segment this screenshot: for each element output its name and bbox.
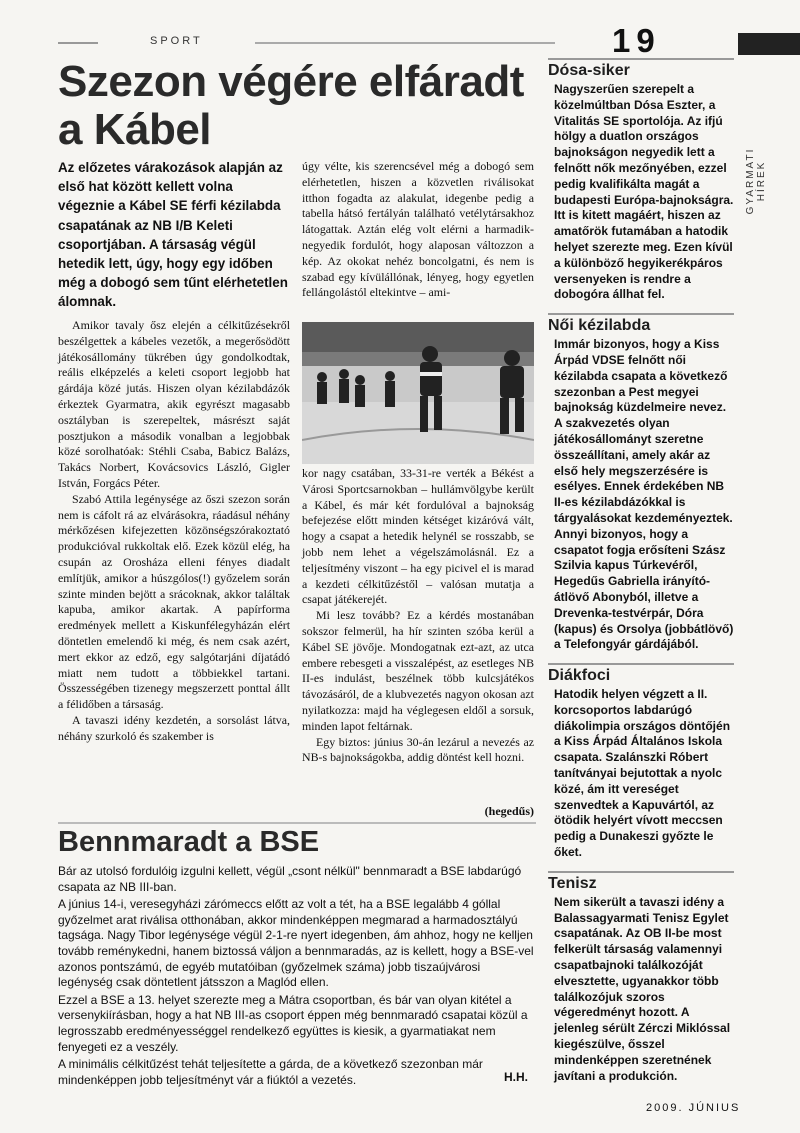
article-column-2-bottom	[302, 466, 534, 766]
sidebar-item-tenisz	[548, 871, 734, 1085]
header-rule-middle	[255, 42, 555, 44]
article-lead: Az előzetes várakozások alapján az első hat között kellett volna végeznie a Kábel SE férfi kézilabda csapatának az NB I/B Keleti csoportjában. A társaság végül hetedik lett, úgy, hogy egy időben még a dobogó sem tűnt elérhetetlen álomnak.	[58, 160, 288, 310]
article-column-1	[58, 318, 290, 745]
article-paragraph: Szabó Attila legénysége az őszi szezon során nem is cáfolt rá az elvárásokra, ráadásul néhány mérkőzésen kifejezetten közönségszórakoztató produkcióval rukkoltak elő. Ezek közül elég, ha csupán az Orosháza elleni fényes diadalt említjük, amikor a húszgólos(!) győzelem során szinte minden bejött a srácoknak, akkor találtak kapuba, amikor akartak. A papírforma eredmények mellett a Kiskunfélegyházán elért döntetlen emelendő ki még, és nem csak azért, mert ekkor az edző, egy salgótarjáni díjatádó miatt nem tudott a többiekkel tartani. Összességében tizenegy megszerzett ponttal állt a félidőben a társaság.	[58, 491, 290, 712]
bse-signature: H.H.	[504, 1070, 528, 1084]
sidebar-heading: Dósa-siker	[548, 58, 734, 80]
sidebar-heading: Tenisz	[548, 871, 734, 893]
bse-paragraph: Bár az utolsó fordulóig izgulni kellett, végül „csont nélkül" bennmaradt a BSE labdarúgó csapata az NB III-ban.	[58, 864, 522, 894]
article-paragraph: A tavaszi idény kezdetén, a sorsolást látva, néhány szurkoló és szakember is	[58, 712, 290, 743]
sidebar-item-dosa	[548, 58, 734, 303]
bse-paragraph: A minimális célkitűzést tehát teljesítette a gárda, de a következő szezonban már mindenképpen jobb teljesítményt vár a fiúktól a vezetés.	[58, 1057, 483, 1087]
article-paragraph: Mi lesz tovább? Ez a kérdés mostanában sokszor felmerül, ha hír szinten szóba kerül a Kábel SE jövője. Mondogatnak ezt-azt, az utca embere rebesgeti a visszalépést, az esetleges NB II-es indulást, beszélnek több kulcsjátékos távozásáról, de a klubvezetés nagyon okosan azt nyilatkozza: majd ha véglegesen eldől a sorsuk, minden lapot feltárnak.	[302, 608, 534, 733]
article-paragraph: úgy vélte, kis szerencsével még a dobogó sem elérhetetlen, hiszen a közvetlen riválisokat itthon fogadta az alakulat, idegenbe pedig a tabella hátsó fertályán található vetélytársakhoz látogattak. Aztán elég volt elérni a harmadik-negyedik fordulót, hogy alaposan változzon a kép. Az okokat nehéz boncolgatni, és nem is szabad egy kívülállónak, lényeg, hogy egyetlen fellángolástól eltekintve – ami-	[302, 159, 534, 300]
section-label: SPORT	[150, 35, 203, 47]
bse-paragraph: A június 14-i, veresegyházi zárómeccs előtt az volt a tét, ha a BSE legalább 4 góllal győzelmet arat riválisa otthonában, akkor mindenképpen megmarad a harmadosztályú tagsága. Nagy Tibor legénysége végül 2-1-re nyert idegenben, ám ahhoz, hogy ne kelljen tovább reménykedni, hanem biztossá váljon a bennmaradás, az is kellett, hogy a BSE-vel azonos pontszámú, de egyéb mutatóiban (győzelmek száma) jobb tiszaújvárosi legénység csak döntetlent játsszon a Maglód ellen.	[58, 897, 534, 990]
header-black-bar	[738, 33, 800, 55]
handball-match-photo	[302, 322, 534, 464]
issue-date: 2009. JÚNIUS	[646, 1102, 741, 1114]
header-rule-left	[58, 42, 98, 44]
page-number: 19	[612, 22, 661, 59]
section-divider	[58, 822, 536, 824]
sidebar-heading: Női kézilabda	[548, 313, 734, 335]
article-headline: Szezon végére elfáradt a Kábel	[58, 57, 524, 154]
article-column-2-top	[302, 159, 534, 301]
sidebar-heading: Diákfoci	[548, 663, 734, 685]
side-tab-label: GYARMATI HÍREK	[745, 147, 767, 215]
sidebar-text: Nem sikerült a tavaszi idény a Balassagyarmati Tenisz Egylet csapatának. Az OB II-be most felkerült társaság valamennyi csapatbajnoki találkozóját elvesztette, ugyanakkor több találkozójuk szoros végeredményt hozott. A jelenleg sérült Zérczi Miklóssal kiegészülve, ősszel mindenképpen szeretnének javítani a produkción.	[554, 894, 731, 1083]
sidebar-text: Nagyszerűen szerepelt a közelmúltban Dósa Eszter, a Vitalitás SE sportolója. Az ifjú hölgy a duatlon országos bajnokságon negyedik lett a felnőtt nők mezőnyében, ezzel pedig kvalifikálta magát a budapesti Európa-bajnokságra. Itt is kitett magáért, hiszen az amatőrök futamában a hatodik helyet szerezte meg. Ezen kívül a különböző hegyikerékpáros versenyeken is rendre a dobogóra állhat fel.	[554, 82, 734, 302]
sidebar-item-diakfoci	[548, 663, 734, 861]
sidebar-text: Hatodik helyen végzett a II. korcsoportos labdarúgó diákolimpia országos döntőjén a Kiss Árpád Általános Iskola csapata. Szalánszki Róbert tanítványai bejutottak a nyolc közé, ám itt vereséget szenvedtek a Kapuvártól, az ötödik helyért vívott meccsen pedig a Dunakeszi győzte le őket.	[554, 687, 731, 860]
news-sidebar	[548, 58, 734, 1084]
article-signature: (hegedűs)	[484, 804, 534, 818]
sidebar-text: Immár bizonyos, hogy a Kiss Árpád VDSE felnőtt női kézilabda csapata a következő szezonban a Pest megyei bajnokság küzdelmeire nevez. A szakvezetés olyan játékosállományt szeretne összeállítani, amely akár az első hely megszerzésére is esélyes. Ennek érdekében NB II-es kézilabdázókkal is tárgyalásokat kezdeményeztek. Annyi bizonyos, hogy a csapatot fogja erősíteni Szász Szilvia kapus Túrkevéről, Hegedűs Gabriella irányító-átlövő Abonyból, illetve a Drevenka-testvérpár, Dóra (kapus) és Orsolya (jobbátlövő) a Telefongyár gárdájából.	[554, 337, 734, 652]
bse-paragraph: Ezzel a BSE a 13. helyet szerezte meg a Mátra csoportban, és bár van olyan kitétel a versenykiírásban, hogy a hat NB III-as csoport éppen még bennmaradó csapatai közül a legrosszabb eredményességgel rendelkező együttes is kiesik, a gyarmatiakat nem fenyegeti ez a veszély.	[58, 992, 528, 1054]
bse-article-body	[58, 864, 536, 1090]
article-paragraph: kor nagy csatában, 33-31-re verték a Békést a Városi Sportcsarnokban – hullámvölgybe került a Kábel, és már két fordulóval a bajnokság befejezése előtt minden kétséget kizáróvá vált, hogy a csapat a hetedik helynél se rosszabb, se jobb nem lehet a végelszámolásnál. Ez a teljesítmény viszont – ha egy picivel el is marad a kezdeti célkitűzéstől – valósan mutatja a csapat játékerejét.	[302, 466, 534, 607]
article-paragraph: Amikor tavaly ősz elején a célkitűzésekről beszélgettek a kábeles vezetők, a megerősödött játékosállomány tükrében úgy gondolkodtak, reális elképzelés a keleti csoport legjobb hat gárdája közé jutás. Hiszen olyan kézilabdázók érkeztek Gyarmatra, akik egyrészt magasabb osztályban is szerepeltek, másrészt saját posztjukon a második vonalban a legjobbak közé sorolhatóak: Stéhli Csaba, Babicz Balázs, Takács Norbert, Kovácsovics László, Gigler István, Forgács Péter.	[58, 318, 290, 490]
sidebar-item-noi-kezilabda	[548, 313, 734, 653]
article-paragraph: Egy biztos: június 30-án lezárul a nevezés az NB-s bajnokságokba, addig döntést kell hozni.	[302, 734, 534, 765]
bse-article-title: Bennmaradt a BSE	[58, 826, 320, 858]
